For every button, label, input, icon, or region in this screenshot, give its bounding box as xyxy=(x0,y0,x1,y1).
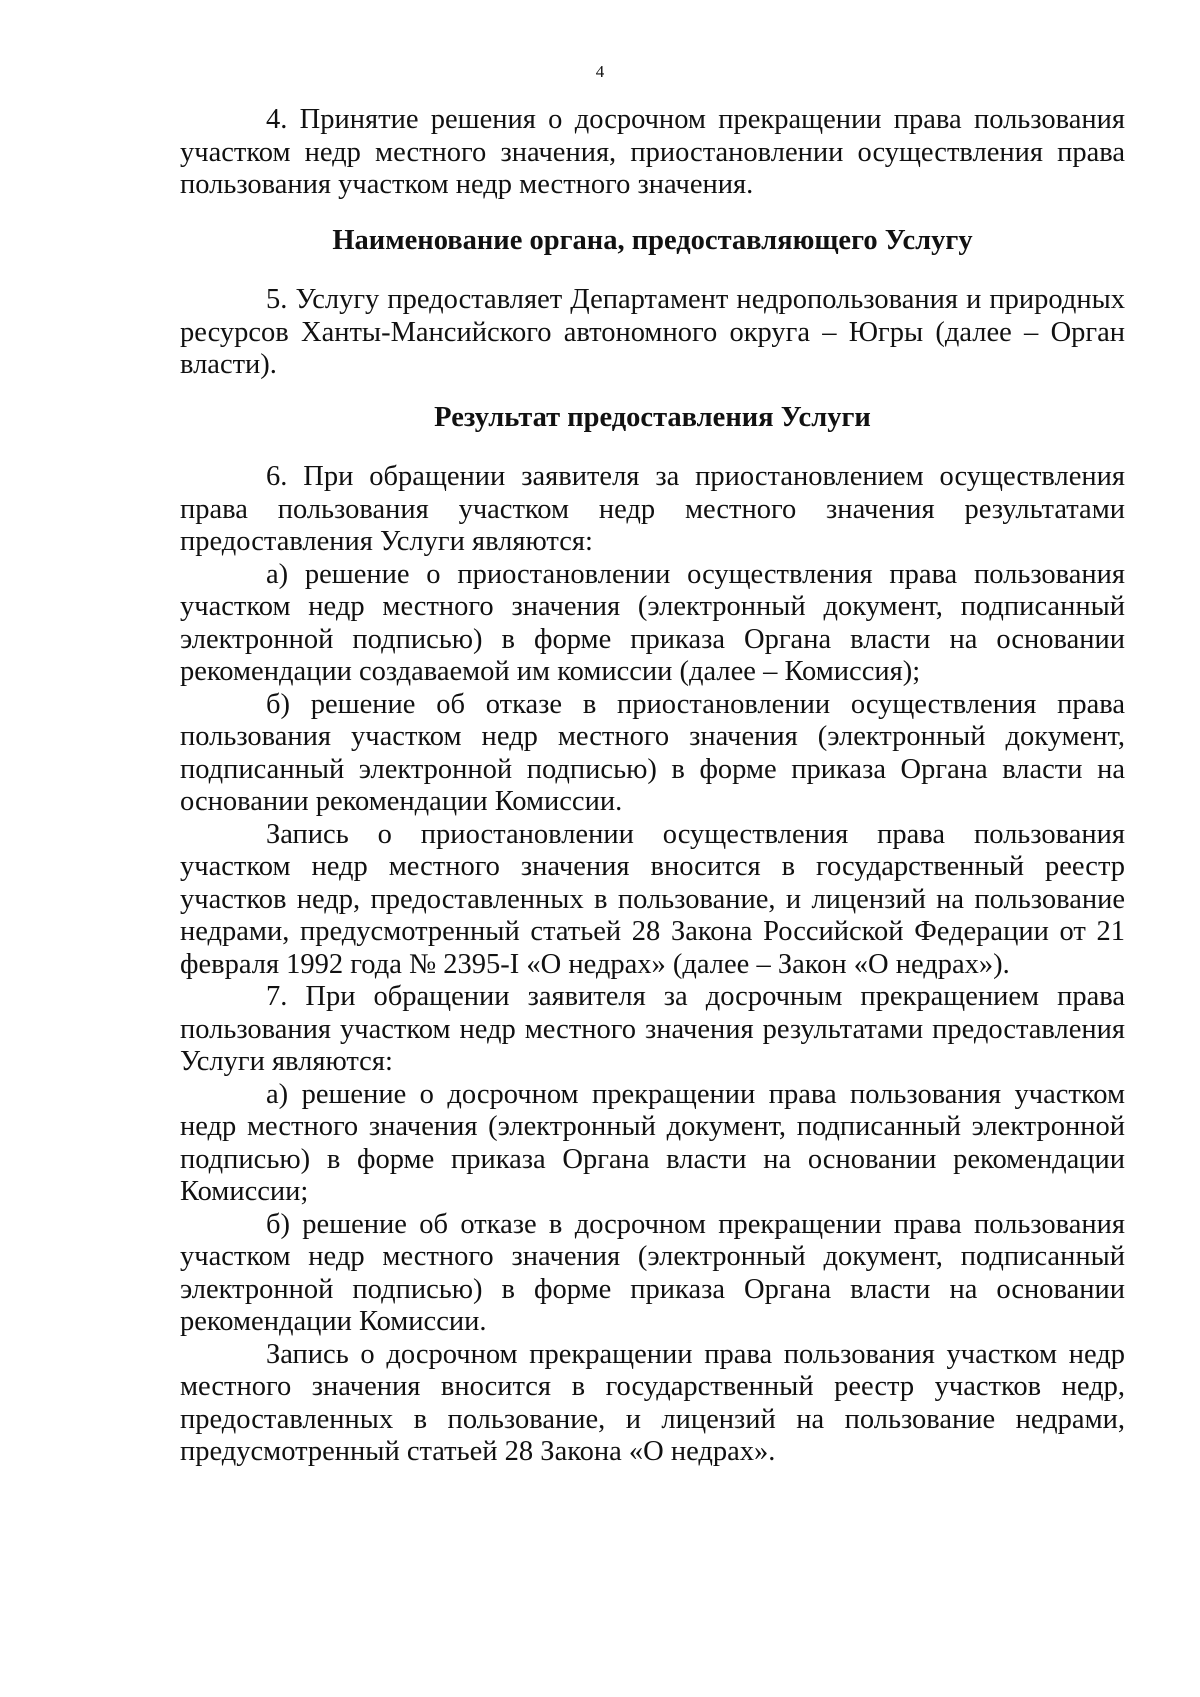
paragraph-6a: а) решение о приостановлении осуществления права пользования участком недр местного значения (электронный документ, подписанный электронной подписью) в форме приказа Органа власти на основании рекомендации создаваемой им комиссии (далее – Комиссия); xyxy=(180,558,1125,687)
paragraph-5 xyxy=(180,284,1125,382)
paragraph-4 xyxy=(180,104,1125,202)
paragraph-6-registry-note: Запись о приостановлении осуществления права пользования участком недр местного значения вносится в государственный реестр участков недр, предоставленных в пользование, и лицензий на пользование недрами, предусмотренный статьей 28 Закона Российской Федерации от 21 февраля 1992 года № 2395-I «О недрах» (далее – Закон «О недрах»). xyxy=(180,818,1125,980)
heading-authority: Наименование органа, предоставляющего Услугу xyxy=(332,225,973,256)
heading-result: Результат предоставления Услуги xyxy=(434,402,871,433)
paragraph-5-text: 5. Услугу предоставляет Департамент недропользования и природных ресурсов Ханты-Мансийского автономного округа – Югры (далее – Орган власти). xyxy=(180,284,1125,380)
paragraph-7: 7. При обращении заявителя за досрочным прекращением права пользования участком недр местного значения результатами предоставления Услуги являются: xyxy=(180,981,1125,1077)
paragraph-6: 6. При обращении заявителя за приостановлением осуществления права пользования участком недр местного значения результатами предоставления Услуги являются: xyxy=(180,461,1125,557)
paragraph-4-text: 4. Принятие решения о досрочном прекращении права пользования участком недр местного значения, приостановлении осуществления права пользования участком недр местного значения. xyxy=(180,104,1125,200)
paragraph-6b: б) решение об отказе в приостановлении осуществления права пользования участком недр местного значения (электронный документ, подписанный электронной подписью) в форме приказа Органа власти на основании рекомендации Комиссии. xyxy=(180,688,1125,817)
paragraph-7-registry-note: Запись о досрочном прекращении права пользования участком недр местного значения вносится в государственный реестр участков недр, предоставленных в пользование, и лицензий на пользование недрами, предусмотренный статьей 28 Закона «О недрах». xyxy=(180,1338,1125,1467)
result-section xyxy=(180,461,1125,1469)
paragraph-7a: а) решение о досрочном прекращении права пользования участком недр местного значения (электронный документ, подписанный электронной подписью) в форме приказа Органа власти на основании рекомендации Комиссии; xyxy=(180,1078,1125,1207)
paragraph-7b: б) решение об отказе в досрочном прекращении права пользования участком недр местного значения (электронный документ, подписанный электронной подписью) в форме приказа Органа власти на основании рекомендации Комиссии. xyxy=(180,1208,1125,1337)
page-number: 4 xyxy=(595,62,605,81)
